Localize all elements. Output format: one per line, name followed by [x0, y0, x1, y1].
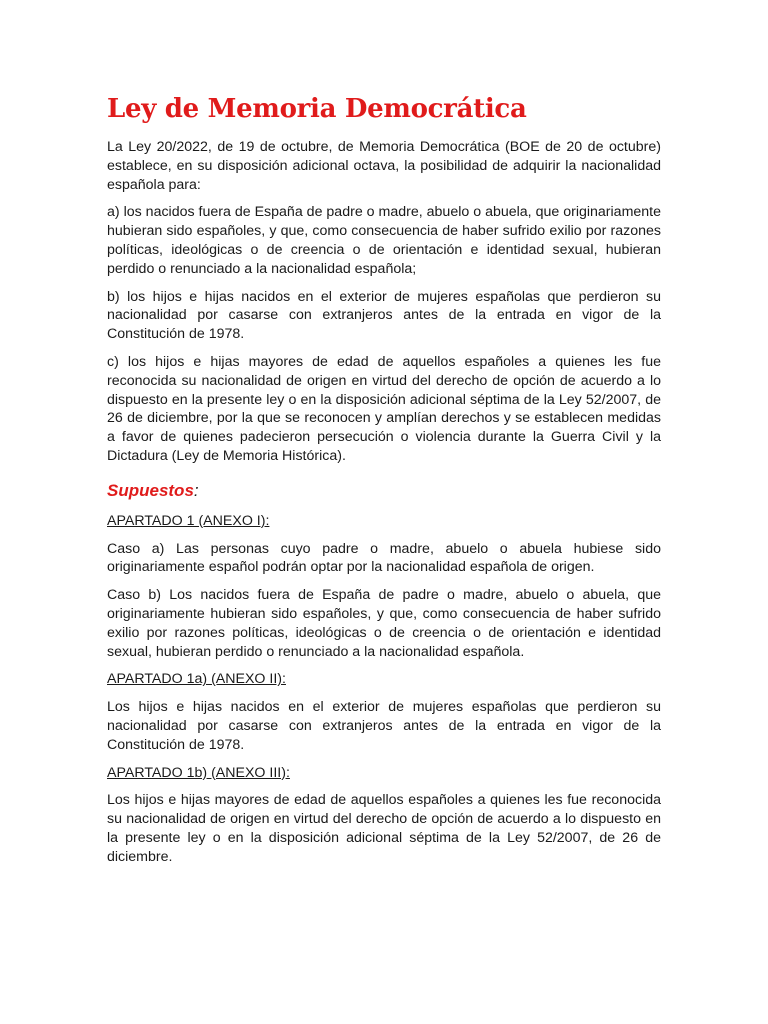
document-page [107, 92, 661, 876]
document-title: Ley de Memoria Democrática [107, 94, 527, 124]
supuestos-heading-colon: : [193, 480, 199, 500]
apartado-1b-label: APARTADO 1b) (ANEXO III): [107, 764, 290, 781]
apartado-1a-label: APARTADO 1a) (ANEXO II): [107, 671, 286, 688]
apartado-1b-paragraph: Los hijos e hijas mayores de edad de aquellos españoles a quienes les fue reconocida su nacionalidad de origen en virtud del derecho de opción de acuerdo a lo dispuesto en la presente ley o en la disposición adicional séptima de la Ley 52/2007, de 26 de diciembre. [107, 792, 661, 865]
caso-b-paragraph: Caso b) Los nacidos fuera de España de padre o madre, abuelo o abuela, que originariamente hubieran sido españoles, y que, como consecuencia de haber sufrido exilio por razones políticas, ideológicas o de creencia o de orientación e identidad sexual, hubieran perdido o renunciado a la nacionalidad española. [107, 587, 661, 660]
supuestos-heading-text: Supuestos [107, 480, 194, 500]
supuestos-heading [107, 480, 661, 502]
item-b-paragraph: b) los hijos e hijas nacidos en el exterior de mujeres españolas que perdieron su nacionalidad por casarse con extranjeros antes de la entrada en vigor de la Constitución de 1978. [107, 288, 661, 343]
apartado-1-label: APARTADO 1 (ANEXO I): [107, 512, 270, 529]
apartado-1a-paragraph: Los hijos e hijas nacidos en el exterior de mujeres españolas que perdieron su nacionalidad por casarse con extranjeros antes de la entrada en vigor de la Constitución de 1978. [107, 699, 661, 753]
item-c-paragraph: c) los hijos e hijas mayores de edad de aquellos españoles a quienes les fue reconocida su nacionalidad de origen en virtud del derecho de opción de acuerdo a lo dispuesto en la presente ley o en la disposición adicional séptima de la Ley 52/2007, de 26 de diciembre, por la que se reconocen y amplían derechos y se establecen medidas a favor de quienes padecieron persecución o violencia durante la Guerra Civil y la Dictadura (Ley de Memoria Histórica). [107, 353, 661, 464]
intro-paragraph: La Ley 20/2022, de 19 de octubre, de Memoria Democrática (BOE de 20 de octubre) establece, en su disposición adicional octava, la posibilidad de adquirir la nacionalidad española para: [107, 139, 661, 193]
item-a-paragraph: a) los nacidos fuera de España de padre o madre, abuelo o abuela, que originariamente hubieran sido españoles, y que, como consecuencia de haber sufrido exilio por razones políticas, ideológicas o de creencia o de orientación e identidad sexual, hubieran perdido o renunciado a la nacionalidad española; [107, 204, 661, 277]
caso-a-paragraph: Caso a) Las personas cuyo padre o madre, abuelo o abuela hubiese sido originariamente español podrán optar por la nacionalidad española de origen. [107, 540, 661, 576]
